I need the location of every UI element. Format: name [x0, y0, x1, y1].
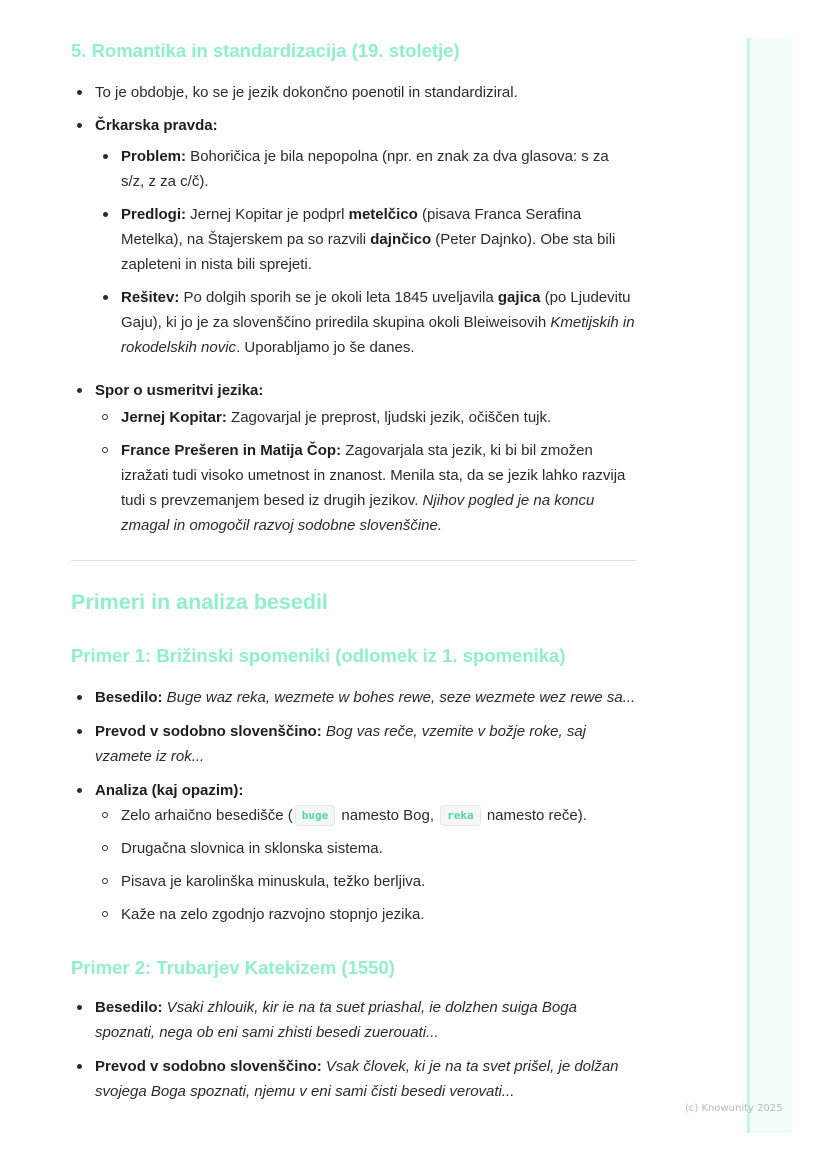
resitev-label: Rešitev: — [121, 289, 180, 306]
predlogi-text: (pisava Franca Serafina Metelka), na Štajerskem pa so razvili — [121, 206, 582, 248]
primer-1-list — [71, 685, 636, 927]
list-item — [95, 869, 636, 894]
watermark: (c) Knowunity 2025 — [685, 1103, 783, 1114]
list-item — [95, 202, 636, 277]
analiza-label: Analiza (kaj opazim): — [95, 782, 244, 799]
code-buge: buge — [295, 805, 336, 826]
primer-1-heading: Primer 1: Brižinski spomeniki (odlomek iz 1. spomenika) — [71, 645, 566, 666]
analiza-text: Drugačna slovnica in sklonska sistema. — [121, 840, 383, 857]
list-item — [95, 285, 636, 360]
crkarska-label: Črkarska pravda: — [95, 117, 218, 134]
kopitar-label: Jernej Kopitar: — [121, 409, 227, 426]
list-item — [71, 378, 636, 538]
section-5-list — [71, 80, 636, 538]
prevod-text: Bog vas reče, vzemite v božje roke, saj vzamete iz rok... — [95, 723, 586, 765]
section-5-heading: 5. Romantika in standardizacija (19. stoletje) — [71, 40, 460, 61]
list-item — [71, 685, 636, 710]
metelcica-term: metelčico — [348, 206, 418, 223]
list-item — [95, 405, 636, 430]
gajica-term: gajica — [497, 289, 541, 306]
list-item — [95, 438, 636, 538]
novice-title: Kmetijskih in rokodelskih novic — [121, 314, 635, 356]
analiza-sublist — [95, 803, 636, 927]
spor-label: Spor o usmeritvi jezika: — [95, 382, 264, 399]
section-divider — [71, 560, 636, 561]
document-content — [71, 38, 636, 1104]
spor-sublist — [95, 405, 636, 538]
preseren-text: Zagovarjala sta jezik, ki bi bil zmožen izražati tudi visoko umetnost in znanost. Menila sta, da se jezik lahko razvija tudi s prevzemanjem besed iz drugih jezikov. — [121, 442, 626, 509]
problem-text: Bohoričica je bila nepopolna (npr. en znak za dva glasova: s za s/z, z za c/č). — [121, 148, 609, 190]
list-item — [71, 778, 636, 927]
resitev-text: Po dolgih sporih se je okoli leta 1845 uveljavila — [179, 289, 498, 306]
analiza-text: namesto Bog, — [337, 807, 439, 824]
predlogi-label: Predlogi: — [121, 206, 187, 223]
analiza-text: Pisava je karolinška minuskula, težko berljiva. — [121, 873, 426, 890]
preseren-label: France Prešeren in Matija Čop: — [121, 442, 342, 459]
analiza-text: Zelo arhaično besedišče ( — [121, 807, 293, 824]
primer-2-list — [71, 995, 636, 1104]
list-item — [71, 113, 636, 360]
besedilo-text: Buge waz reka, wezmete w bohes rewe, seze wezmete wez rewe sa... — [162, 689, 636, 706]
predlogi-text: (Peter Dajnko). Obe sta bili zapleteni in nista bili sprejeti. — [121, 231, 616, 273]
list-item — [95, 144, 636, 194]
prevod-label: Prevod v sodobno slovenščino: — [95, 723, 322, 740]
besedilo-label: Besedilo: — [95, 999, 163, 1016]
primer-2-heading: Primer 2: Trubarjev Katekizem (1550) — [71, 957, 395, 978]
prevod-label: Prevod v sodobno slovenščino: — [95, 1058, 322, 1075]
resitev-text: (po Ljudevitu Gaju), ki jo je za slovenščino priredila skupina okoli Bleiweisovih — [121, 289, 631, 331]
intro-text: To je obdobje, ko se je jezik dokončno poenotil in standardiziral. — [95, 84, 518, 101]
sidebar-rail — [747, 38, 792, 1133]
dajncica-term: dajnčico — [370, 231, 432, 248]
list-item — [95, 803, 636, 828]
predlogi-text: Jernej Kopitar je podprl — [186, 206, 349, 223]
prevod-text: Vsak človek, ki je na ta svet prišel, je dolžan svojega Boga spoznati, njemu v eni sami čisti besedi verovati... — [95, 1058, 619, 1100]
primeri-heading: Primeri in analiza besedil — [71, 590, 328, 614]
list-item — [95, 902, 636, 927]
analiza-text: namesto reče). — [482, 807, 587, 824]
kopitar-text: Zagovarjal je preprost, ljudski jezik, očiščen tujk. — [226, 409, 552, 426]
code-reka: reka — [440, 805, 481, 826]
list-item — [71, 719, 636, 769]
besedilo-label: Besedilo: — [95, 689, 163, 706]
besedilo-text: Vsaki zhlouik, kir ie na ta suet priashal, ie dolzhen suiga Boga spoznati, nega ob eni sami zhisti besedi zuerouati... — [95, 999, 577, 1041]
crkarska-sublist — [95, 144, 636, 360]
problem-label: Problem: — [121, 148, 187, 165]
resitev-text: . Uporabljamo jo še danes. — [236, 339, 415, 356]
preseren-italic: Njihov pogled je na koncu zmagal in omogočil razvoj sodobne slovenščine. — [121, 492, 595, 534]
list-item — [71, 1054, 636, 1104]
analiza-text: Kaže na zelo zgodnjo razvojno stopnjo jezika. — [121, 906, 425, 923]
list-item — [95, 836, 636, 861]
list-item — [71, 995, 636, 1045]
list-item — [71, 80, 636, 105]
